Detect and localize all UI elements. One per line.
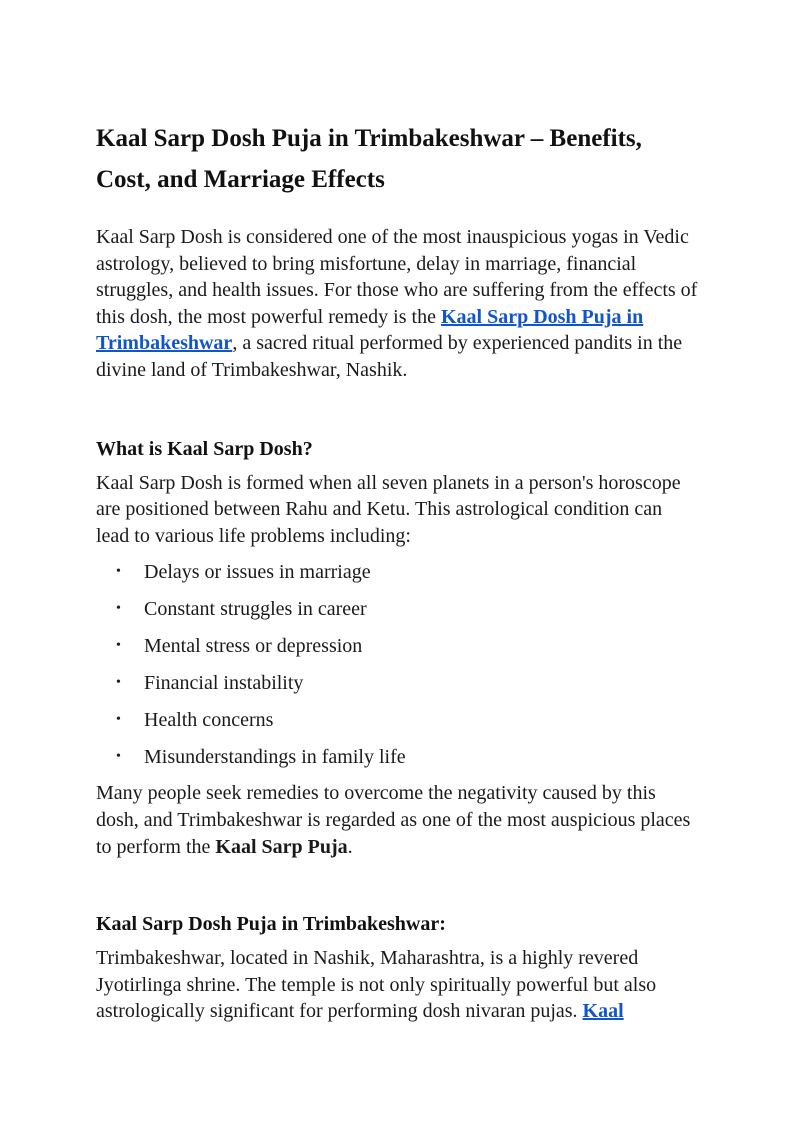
- intro-text-after-link: , a sacred ritual performed by experienced pandits in the divine land of Trimbakeshwar, Nashik.: [96, 332, 683, 381]
- kaal-sarp-puja-link[interactable]: Kaal Sarp Dosh Puja in Trimbakeshwar: [96, 305, 644, 355]
- section1-closing-paragraph: Many people seek remedies to overcome the negativity caused by this dosh, and Trimbakeshwar is regarded as one of the most auspicious places to perform the Kaal Sarp Puja.: [96, 782, 691, 858]
- intro-text-before-link: Kaal Sarp Dosh is considered one of the most inauspicious yogas in Vedic astrology, believed to bring misfortune, delay in marriage, financial struggles, and health issues. For those who are suffering from the effects of this dosh, the most powerful remedy is the: [96, 226, 698, 328]
- bold-term: Kaal Sarp Puja: [215, 835, 348, 858]
- list-item: • Delays or issues in marriage: [116, 561, 371, 584]
- section2-paragraph: Trimbakeshwar, located in Nashik, Maharashtra, is a highly revered Jyotirlinga shrine. The temple is not only spiritually powerful but also astrologically significant for performing dosh nivaran pujas. Kaal: [96, 947, 657, 1023]
- intro-paragraph: [96, 224, 700, 384]
- section-heading-what-is: What is Kaal Sarp Dosh?: [96, 437, 313, 460]
- bullet-icon: •: [116, 564, 121, 580]
- list-item: • Mental stress or depression: [116, 635, 363, 658]
- section1-paragraph: Kaal Sarp Dosh is formed when all seven planets in a person's horoscope are positioned between Rahu and Ketu. This astrological condition can lead to various life problems including:: [96, 471, 681, 547]
- bullet-icon: •: [116, 601, 121, 617]
- list-item: • Constant struggles in career: [116, 598, 367, 621]
- list-item: • Health concerns: [116, 709, 274, 732]
- list-item: • Misunderstandings in family life: [116, 746, 406, 769]
- bullet-icon: •: [116, 675, 121, 691]
- document-title: Kaal Sarp Dosh Puja in Trimbakeshwar – Benefits, Cost, and Marriage Effects: [96, 125, 642, 193]
- bullet-icon: •: [116, 749, 121, 765]
- list-item: • Financial instability: [116, 672, 304, 695]
- bullet-icon: •: [116, 638, 121, 654]
- kaal-link[interactable]: Kaal: [582, 1000, 624, 1023]
- section-heading-puja-trimbakeshwar: Kaal Sarp Dosh Puja in Trimbakeshwar:: [96, 913, 446, 936]
- document-page: [96, 118, 700, 1025]
- problems-list: [96, 559, 700, 770]
- bullet-icon: •: [116, 712, 121, 728]
